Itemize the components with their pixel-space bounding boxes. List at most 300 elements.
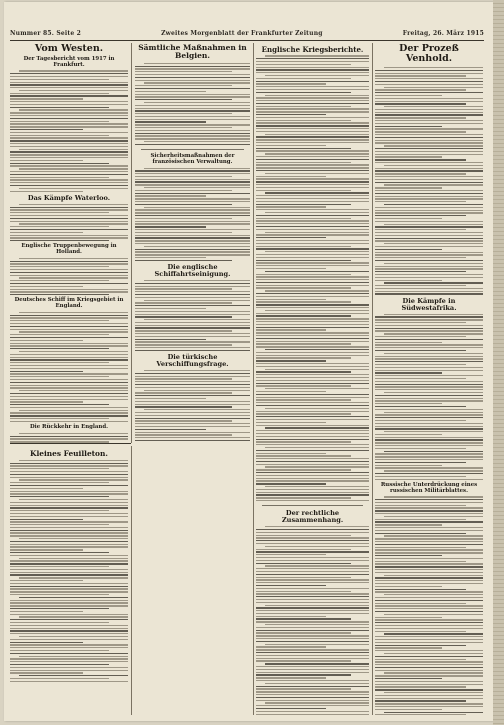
text-line: [256, 413, 351, 414]
text-line: [265, 427, 369, 428]
text-line: [10, 653, 128, 654]
text-line: [256, 416, 369, 417]
text-line: [135, 138, 250, 139]
column-2: [135, 43, 250, 443]
text-line: [265, 663, 369, 664]
text-line: [265, 192, 369, 193]
text-line: [10, 320, 109, 321]
text-line: [375, 201, 466, 202]
text-line: [384, 712, 483, 713]
text-line: [375, 395, 483, 396]
text-line: [256, 380, 369, 381]
text-line: [256, 108, 369, 109]
text-line: [135, 127, 232, 128]
text-line: [256, 705, 369, 706]
text-line: [375, 583, 483, 584]
text-line: [265, 95, 369, 96]
text-line: [10, 474, 128, 475]
text-line: [135, 412, 250, 413]
text-line: [375, 561, 466, 562]
text-line: [256, 170, 369, 171]
text-line: [375, 521, 483, 522]
text-line: [10, 379, 128, 380]
text-line: [10, 421, 128, 422]
text-line: [256, 86, 369, 87]
text-line: [256, 616, 326, 617]
text-line: [265, 290, 369, 291]
text-line: [375, 123, 483, 124]
text-line: [265, 408, 369, 409]
text-line: [135, 221, 250, 222]
text-line: [375, 714, 466, 715]
text-line: [256, 315, 351, 316]
text-line: [135, 344, 232, 345]
text-line: [384, 165, 483, 166]
text-line: [256, 649, 369, 650]
text-line: [144, 207, 250, 208]
text-line: [19, 109, 128, 110]
text-line: [375, 462, 466, 463]
text-line: [256, 223, 369, 224]
text-line: [256, 596, 369, 597]
text-line: [375, 370, 483, 371]
text-line: [10, 137, 128, 138]
text-line: [265, 349, 369, 350]
text-line: [375, 569, 483, 570]
text-line: [375, 706, 483, 707]
text-line: [375, 656, 483, 657]
text-line: [135, 432, 250, 433]
text-line: [265, 605, 369, 606]
text-line: [375, 140, 483, 141]
text-line: [10, 154, 128, 155]
text-line: [135, 229, 250, 230]
text-line: [375, 117, 466, 118]
text-line: [10, 608, 109, 609]
text-line: [256, 114, 326, 115]
text-line: [256, 329, 326, 330]
text-line: [10, 143, 128, 144]
text-line: [135, 288, 232, 289]
text-line: [384, 224, 483, 225]
text-line: [19, 331, 128, 332]
text-line: [10, 658, 128, 659]
text-line: [256, 627, 369, 628]
text-line: [256, 150, 369, 151]
text-line: [135, 434, 232, 435]
text-line: [375, 240, 483, 241]
text-line: [375, 344, 483, 345]
text-line: [256, 436, 369, 437]
text-line: [256, 307, 369, 308]
text-line: [375, 681, 483, 682]
text-line: [256, 201, 369, 202]
text-line: [256, 142, 369, 143]
text-line: [10, 496, 109, 497]
text-line: [10, 263, 128, 264]
text-line: [384, 204, 483, 205]
text-line: [256, 145, 326, 146]
text-line: [265, 644, 369, 645]
text-line: [384, 353, 483, 354]
text-line: [256, 72, 369, 73]
text-line: [375, 505, 466, 506]
text-line: [10, 373, 128, 374]
column-rule: [131, 43, 132, 443]
text-line: [144, 63, 250, 64]
text-line: [375, 647, 442, 648]
text-line: [256, 537, 369, 538]
text-line: [375, 257, 466, 258]
column-rule: [253, 43, 254, 715]
text-line: [256, 301, 351, 302]
text-line: [256, 122, 369, 123]
text-line: [10, 591, 128, 592]
text-line: [384, 145, 483, 146]
text-line: [135, 373, 250, 374]
text-line: [256, 577, 351, 578]
text-line: [375, 70, 483, 71]
text-line: [19, 558, 128, 559]
text-line: [135, 235, 250, 236]
text-line: [256, 478, 369, 479]
article-body: [10, 204, 128, 242]
text-line: [10, 226, 109, 227]
text-line: [256, 543, 369, 544]
text-line: [256, 494, 369, 495]
text-line: [10, 269, 128, 270]
text-line: [19, 499, 128, 500]
text-line: [144, 82, 250, 83]
text-line: [375, 439, 483, 440]
text-line: [19, 390, 128, 391]
text-line: [384, 282, 483, 283]
text-line: [375, 325, 483, 326]
text-line: [10, 642, 83, 643]
text-line: [375, 664, 483, 665]
text-line: [256, 106, 351, 107]
text-line: [265, 75, 369, 76]
text-line: [375, 254, 483, 255]
text-line: [256, 162, 351, 163]
text-line: [10, 343, 128, 344]
text-line: [256, 131, 369, 132]
text-line: [375, 268, 483, 269]
text-line: [10, 491, 128, 492]
text-line: [19, 616, 128, 617]
text-line: [10, 602, 128, 603]
text-line: [375, 499, 483, 500]
text-line: [135, 429, 206, 430]
text-line: [256, 338, 369, 339]
text-line: [135, 440, 250, 441]
text-line: [135, 339, 206, 340]
text-line: [256, 700, 369, 701]
text-line: [135, 392, 232, 393]
text-line: [19, 538, 128, 539]
text-line: [10, 337, 128, 338]
article-body: [375, 496, 483, 715]
text-line: [375, 356, 483, 357]
text-line: [256, 593, 369, 594]
text-line: [10, 101, 128, 102]
text-line: [256, 355, 369, 356]
text-line: [375, 190, 483, 191]
text-line: [256, 220, 369, 221]
text-line: [10, 628, 128, 629]
text-line: [375, 120, 483, 121]
text-line: [375, 154, 483, 155]
text-line: [256, 394, 369, 395]
article-subhead: Englische Truppenbewegung in Holland.: [21, 243, 117, 256]
text-line: [135, 226, 206, 227]
text-line: [135, 401, 250, 402]
text-line: [256, 92, 351, 93]
text-line: [135, 85, 232, 86]
text-line: [135, 110, 250, 111]
text-line: [256, 441, 351, 442]
text-line: [265, 565, 369, 566]
text-line: [375, 639, 483, 640]
text-line: [265, 134, 369, 135]
text-line: [10, 221, 128, 222]
text-line: [256, 97, 369, 98]
text-line: [375, 563, 483, 564]
text-line: [256, 666, 369, 667]
text-line: [256, 579, 369, 580]
text-line: [375, 519, 466, 520]
text-line: [375, 479, 483, 480]
text-line: [10, 418, 109, 419]
text-line: [10, 549, 83, 550]
text-line: [256, 607, 369, 608]
text-line: [384, 431, 483, 432]
text-line: [135, 322, 250, 323]
text-line: [135, 302, 232, 303]
text-line: [256, 128, 369, 129]
text-line: [256, 374, 369, 375]
text-line: [375, 572, 483, 573]
text-line: [375, 151, 483, 152]
text-line: [375, 179, 483, 180]
text-line: [375, 426, 483, 427]
text-line: [256, 377, 369, 378]
text-line: [375, 84, 483, 85]
text-line: [256, 568, 369, 569]
text-line: [144, 390, 250, 391]
text-line: [135, 68, 250, 69]
text-line: [135, 218, 232, 219]
text-line: [256, 635, 369, 636]
text-line: [375, 73, 483, 74]
text-line: [375, 271, 466, 272]
text-line: [10, 354, 128, 355]
article-body: [135, 370, 250, 441]
text-line: [375, 212, 483, 213]
text-line: [375, 235, 483, 236]
text-line: [375, 709, 442, 710]
text-line: [256, 176, 326, 177]
text-line: [135, 420, 232, 421]
text-line: [10, 650, 109, 651]
text-line: [10, 191, 83, 192]
text-line: [265, 526, 369, 527]
text-line: [384, 392, 483, 393]
text-line: [375, 698, 483, 699]
text-line: [10, 580, 83, 581]
text-line: [10, 493, 128, 494]
text-line: [10, 132, 128, 133]
text-line: [135, 341, 250, 342]
text-line: [256, 260, 351, 261]
text-line: [256, 190, 351, 191]
text-line: [10, 633, 128, 634]
text-line: [375, 530, 483, 531]
text-line: [375, 636, 483, 637]
text-line: [375, 459, 483, 460]
text-line: [135, 121, 206, 122]
text-line: [265, 153, 369, 154]
text-line: [10, 488, 83, 489]
text-line: [19, 479, 128, 480]
text-line: [10, 600, 128, 601]
text-line: [10, 393, 128, 394]
text-line: [10, 563, 128, 564]
text-line: [144, 319, 250, 320]
text-line: [10, 644, 128, 645]
text-line: [375, 384, 483, 385]
text-line: [135, 130, 250, 131]
text-line: [256, 472, 369, 473]
text-line: [375, 507, 483, 508]
text-line: [375, 159, 466, 160]
text-line: [384, 692, 483, 693]
text-line: [256, 535, 351, 536]
text-line: [10, 594, 109, 595]
text-line: [10, 126, 128, 127]
text-line: [19, 460, 128, 461]
text-line: [135, 286, 250, 287]
text-line: [375, 622, 483, 623]
text-line: [19, 351, 128, 352]
text-line: [375, 198, 483, 199]
section-divider: [141, 149, 244, 150]
text-line: [10, 135, 109, 136]
text-line: [375, 628, 483, 629]
text-line: [256, 399, 351, 400]
text-line: [256, 391, 326, 392]
text-line: [384, 633, 483, 634]
text-line: [135, 195, 206, 196]
text-line: [10, 485, 128, 486]
text-line: [135, 381, 250, 382]
text-line: [256, 411, 369, 412]
column-rule: [131, 446, 132, 715]
text-line: [256, 402, 369, 403]
text-line: [256, 532, 369, 533]
column-1: [10, 43, 128, 443]
text-line: [375, 566, 483, 567]
text-line: [135, 308, 206, 309]
text-line: [375, 547, 466, 548]
text-line: [135, 204, 232, 205]
article-subhead: Der Tagesbericht vom 1917 in Frankfurt.: [23, 55, 115, 68]
text-line: [10, 436, 128, 437]
text-line: [10, 76, 128, 77]
text-line: [256, 588, 369, 589]
text-line: [135, 423, 250, 424]
text-line: [375, 453, 483, 454]
text-line: [265, 212, 369, 213]
text-line: [10, 583, 128, 584]
text-line: [256, 125, 369, 126]
text-line: [256, 621, 369, 622]
text-line: [135, 201, 250, 202]
text-line: [256, 117, 369, 118]
text-line: [135, 181, 250, 182]
text-line: [10, 160, 83, 161]
text-line: [256, 136, 369, 137]
text-line: [135, 96, 250, 97]
text-line: [19, 277, 128, 278]
text-line: [375, 400, 483, 401]
text-line: [10, 215, 128, 216]
text-line: [135, 418, 250, 419]
text-line: [10, 283, 128, 284]
column-rule: [372, 43, 373, 715]
text-line: [384, 412, 483, 413]
text-line: [135, 254, 250, 255]
text-line: [10, 275, 128, 276]
text-line: [375, 423, 483, 424]
text-line: [135, 333, 250, 334]
text-line: [10, 182, 128, 183]
text-line: [375, 280, 442, 281]
text-line: [375, 538, 483, 539]
text-line: [256, 257, 369, 258]
text-line: [10, 552, 109, 553]
text-line: [10, 541, 128, 542]
text-line: [256, 483, 326, 484]
text-line: [256, 81, 369, 82]
text-line: [256, 610, 369, 611]
text-line: [19, 149, 128, 150]
text-line: [10, 519, 83, 520]
text-line: [10, 401, 83, 402]
text-line: [256, 652, 369, 653]
text-line: [10, 272, 128, 273]
text-line: [256, 58, 369, 59]
text-line: [256, 480, 369, 481]
text-line: [135, 124, 250, 125]
text-line: [375, 89, 466, 90]
article-body: [256, 526, 369, 715]
text-line: [256, 78, 351, 79]
text-line: [256, 341, 369, 342]
text-line: [384, 184, 483, 185]
text-line: [144, 168, 250, 169]
text-line: [10, 404, 109, 405]
text-line: [10, 207, 128, 208]
text-line: [10, 151, 128, 152]
header-date: Freitag, 26. März 1915: [402, 29, 484, 37]
text-line: [265, 447, 369, 448]
text-line: [375, 580, 483, 581]
text-line: [10, 681, 128, 682]
text-line: [375, 75, 466, 76]
text-line: [10, 371, 83, 372]
text-line: [375, 232, 483, 233]
